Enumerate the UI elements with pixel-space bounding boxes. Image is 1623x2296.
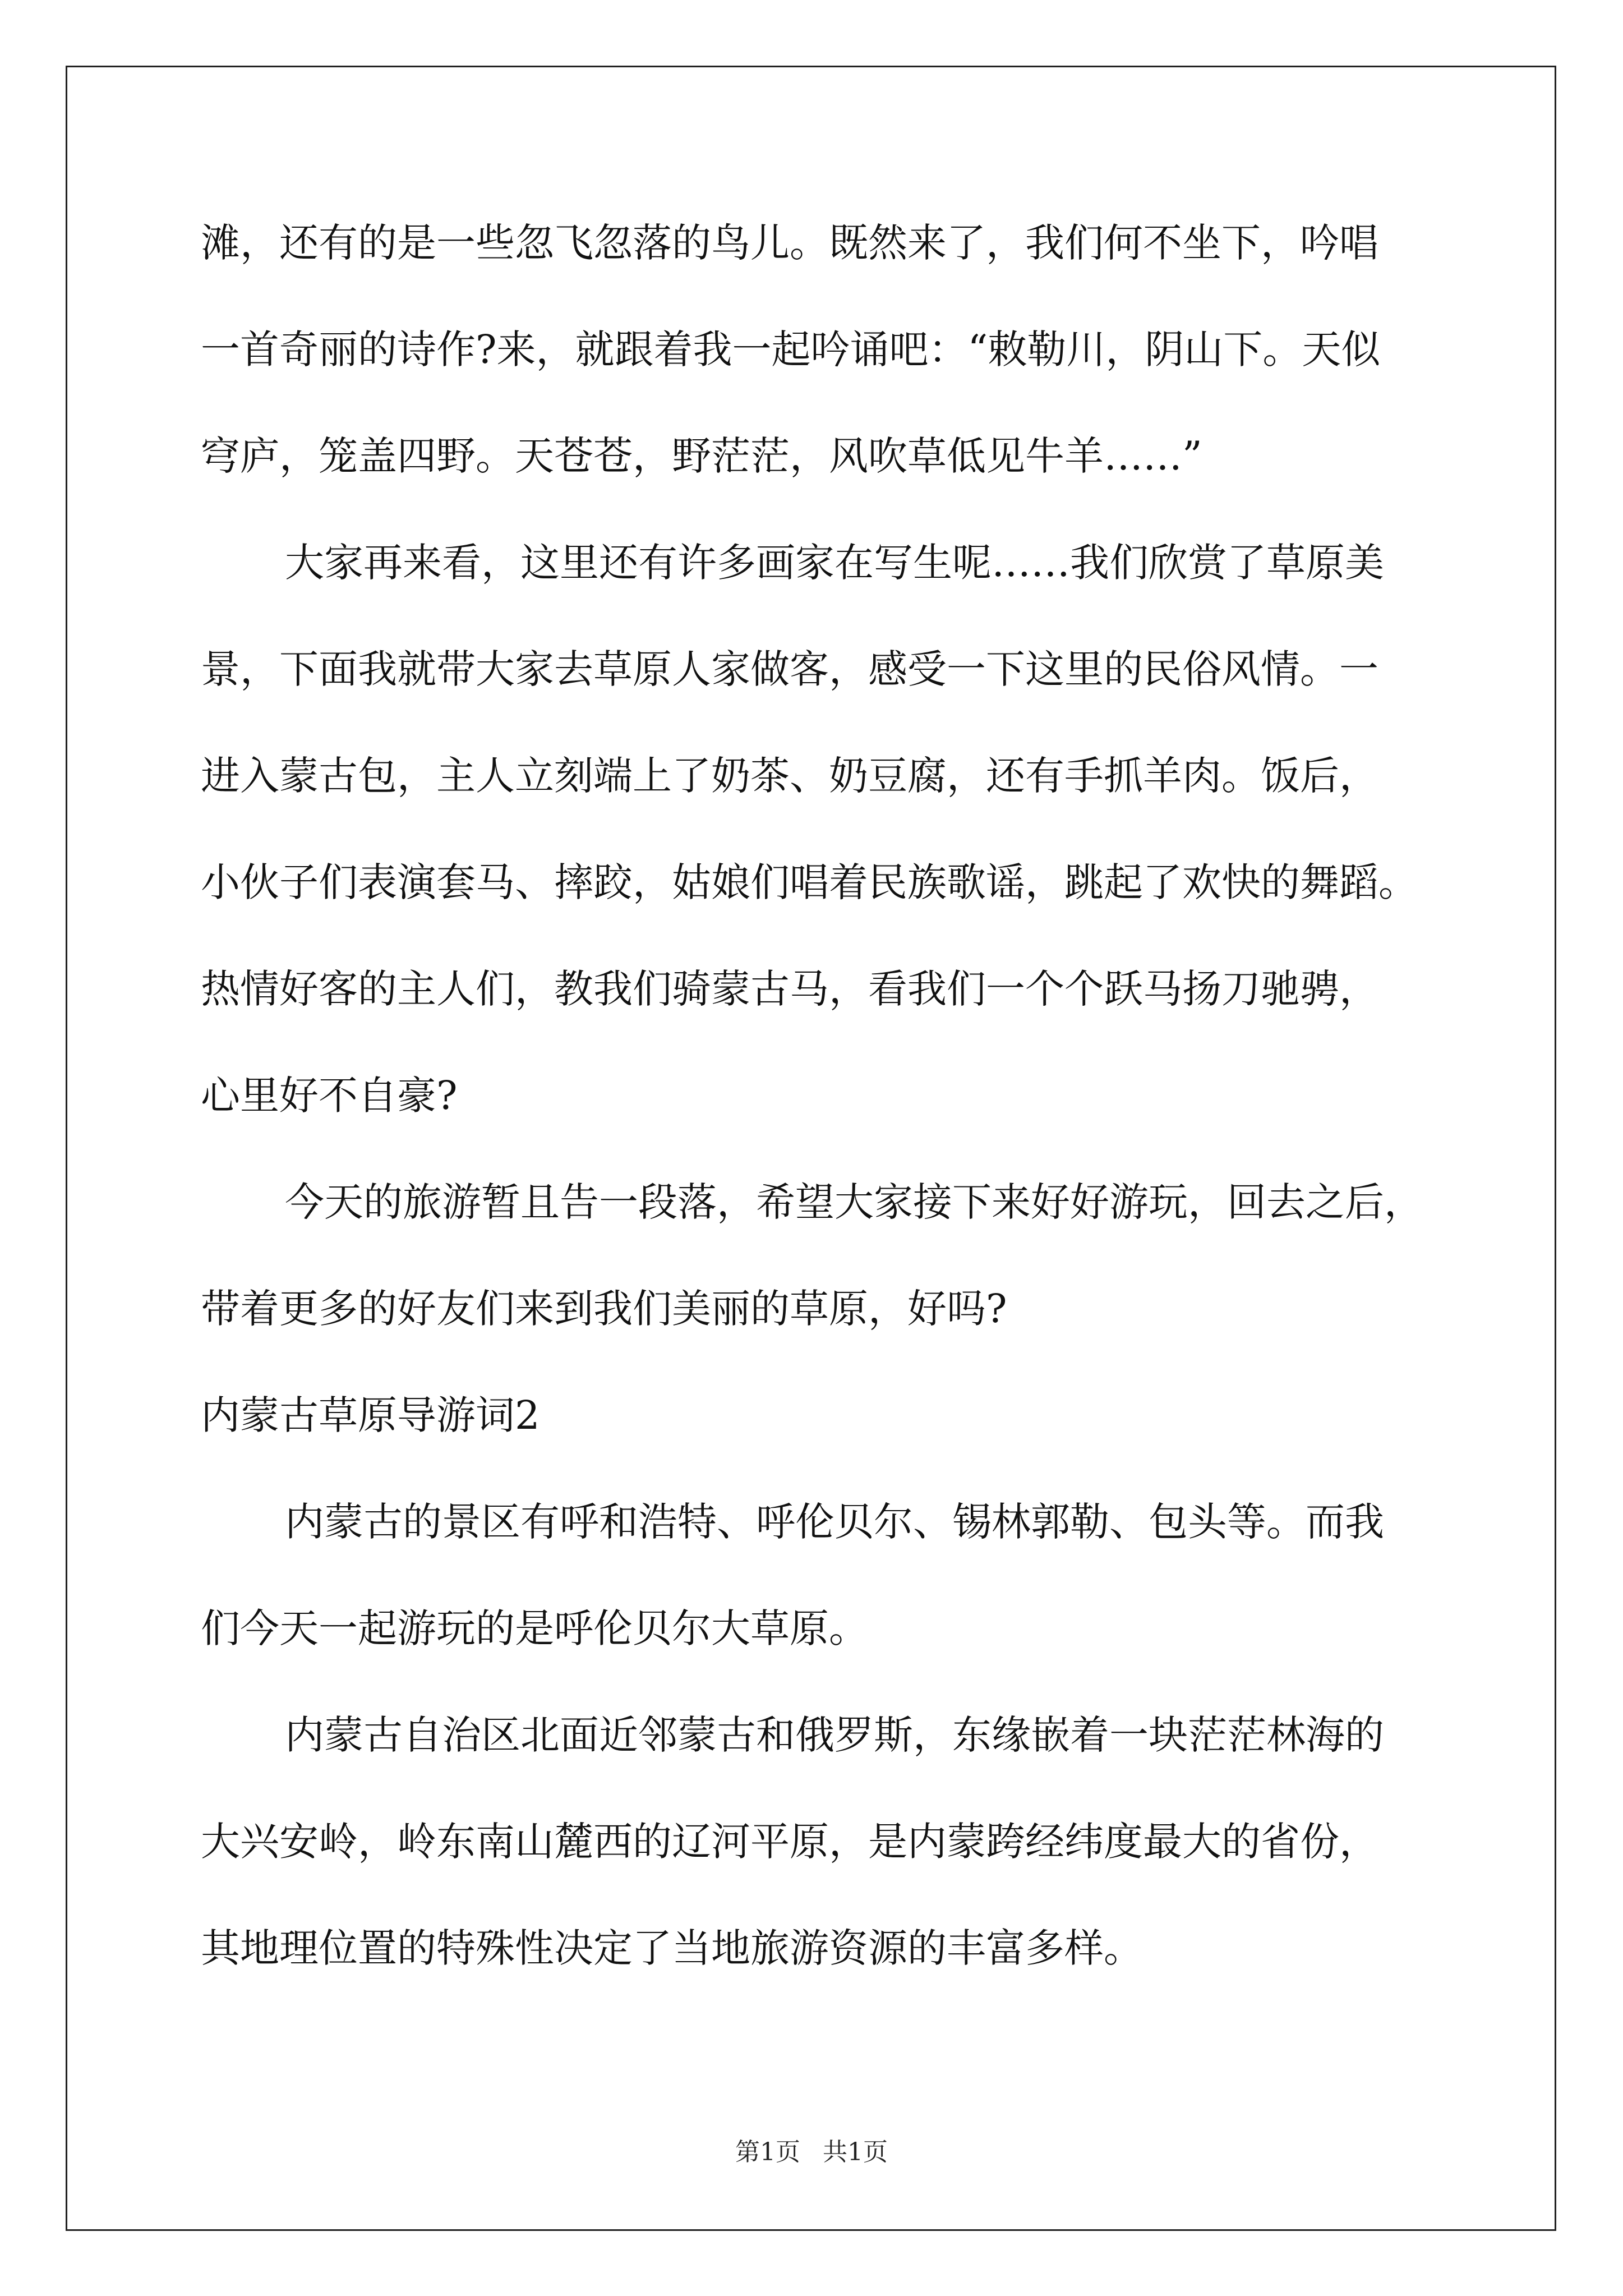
text-line: 小伙子们表演套马、摔跤，姑娘们唱着民族歌谣，跳起了欢快的舞蹈。 [201, 859, 1418, 905]
text-line: 一首奇丽的诗作?来，就跟着我一起吟诵吧：“敕勒川，阴山下。天似 [201, 326, 1381, 372]
text-line: 进入蒙古包，主人立刻端上了奶茶、奶豆腐，还有手抓羊肉。饭后， [201, 753, 1378, 799]
text-line: 穹庐，笼盖四野。天苍苍，野茫茫，风吹草低见牛羊……” [201, 433, 1202, 479]
text-line: 大兴安岭，岭东南山麓西的辽河平原，是内蒙跨经纬度最大的省份， [201, 1819, 1378, 1865]
text-line: 景，下面我就带大家去草原人家做客，感受一下这里的民俗风情。一 [201, 646, 1378, 692]
paragraph-start-line: 今天的旅游暂且告一段落，希望大家接下来好好游玩，回去之后， [285, 1179, 1423, 1225]
text-line: 其地理位置的特殊性决定了当地旅游资源的丰富多样。 [201, 1925, 1143, 1971]
text-line: 滩，还有的是一些忽飞忽落的鸟儿。既然来了，我们何不坐下，吟唱 [201, 220, 1378, 266]
text-line: 心里好不自豪? [201, 1073, 458, 1119]
text-line: 带着更多的好友们来到我们美丽的草原，好吗? [201, 1286, 1007, 1332]
document-body [201, 220, 1451, 2035]
paragraph-start-line: 内蒙古自治区北面近邻蒙古和俄罗斯，东缘嵌着一块茫茫林海的 [285, 1712, 1384, 1758]
page-number: 第1页 [735, 2138, 800, 2166]
page-total: 共1页 [823, 2138, 888, 2166]
paragraph-start-line: 内蒙古的景区有呼和浩特、呼伦贝尔、锡林郭勒、包头等。而我 [285, 1499, 1384, 1545]
page-footer [0, 2140, 1623, 2165]
paragraph-start-line: 大家再来看，这里还有许多画家在写生呢……我们欣赏了草原美 [285, 540, 1384, 586]
text-line: 热情好客的主人们，教我们骑蒙古马，看我们一个个跃马扬刀驰骋， [201, 966, 1378, 1012]
section-heading: 内蒙古草原导游词2 [201, 1392, 540, 1438]
text-line: 们今天一起游玩的是呼伦贝尔大草原。 [201, 1605, 868, 1651]
